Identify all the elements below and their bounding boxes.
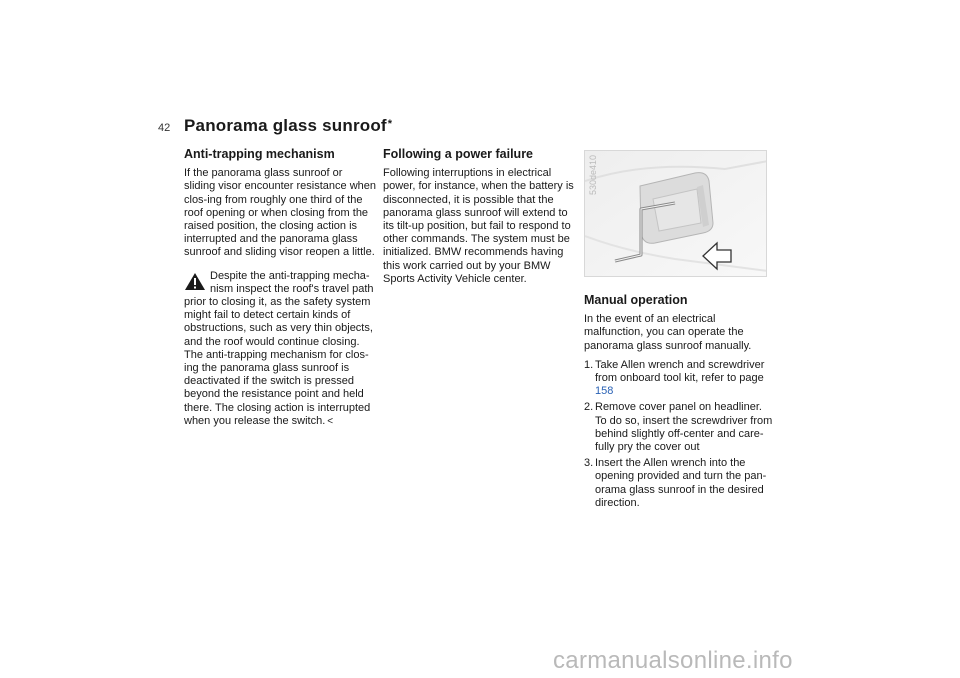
page-reference-link[interactable]: 158 [595, 385, 614, 398]
manual-operation-intro: In the event of an electrical malfunction, you can operate the panorama glass sunroof manually. [584, 313, 752, 352]
warning-text-rest: prior to closing it, as the safety system might fail to detect certain kinds of obstructions, such as very thin objects, and the roof would continue closing. The anti-trapping mechanism for clos-ing the panorama glass sunroof is deactivated if the switch is pressed beyond the resistance point and held there. The closing action is interrupted when you release the switch. [184, 296, 373, 427]
step-number: 1. [584, 358, 594, 371]
page-title-text: Panorama glass sunroof [184, 116, 387, 135]
warning-text-first: Despite the anti-trapping mecha-nism inspect the roof's travel path [210, 269, 374, 295]
power-failure-heading: Following a power failure [383, 147, 534, 161]
step-text: Take Allen wrench and screwdriver from onboard tool kit, refer to page [595, 358, 765, 385]
manual-operation-section [584, 294, 776, 513]
page-title [184, 116, 392, 136]
sunroof-manual-crank-illustration [584, 150, 767, 277]
warning-text [184, 296, 376, 428]
anti-trapping-heading: Anti-trapping mechanism [184, 147, 335, 161]
step-item [584, 401, 776, 454]
illustration-drawing [585, 151, 767, 277]
power-failure-body: Following interruptions in electrical power, for instance, when the battery is disconnected, it is possible that the panorama glass sunroof will extend to its tilt-up position, but fail to respond to other commands. The system must be initialized. BMW recommends having this work carried out by your BMW Sports Activity Vehicle center. [383, 167, 574, 285]
step-item [584, 359, 776, 399]
step-number: 2. [584, 401, 594, 414]
warning-triangle-icon [184, 272, 206, 291]
optional-equipment-marker: * [387, 118, 393, 130]
anti-trapping-section [184, 148, 376, 428]
power-failure-section [383, 148, 575, 286]
step-number: 3. [584, 457, 594, 470]
manual-operation-heading: Manual operation [584, 293, 688, 307]
step-text: Remove cover panel on headliner. To do so, insert the screwdriver from behind slightly off-center and care-fully pry the cover out [595, 401, 773, 454]
page-number: 42 [158, 122, 171, 134]
anti-trapping-body: If the panorama glass sunroof or sliding visor encounter resistance when clos-ing from roughly one third of the roof opening or when closing from the raised position, the closing action is interrupted and the panorama glass sunroof and sliding visor reopen a little. [184, 167, 376, 259]
step-item [584, 457, 776, 510]
warning-block [184, 270, 376, 428]
site-watermark: carmanualsonline.info [553, 647, 793, 674]
manual-operation-steps [584, 359, 776, 510]
step-text: Insert the Allen wrench into the opening provided and turn the pan-orama glass sunroof in the desired direction. [595, 457, 767, 509]
end-mark: < [327, 415, 334, 427]
figure-code: 530de410 [588, 154, 598, 195]
